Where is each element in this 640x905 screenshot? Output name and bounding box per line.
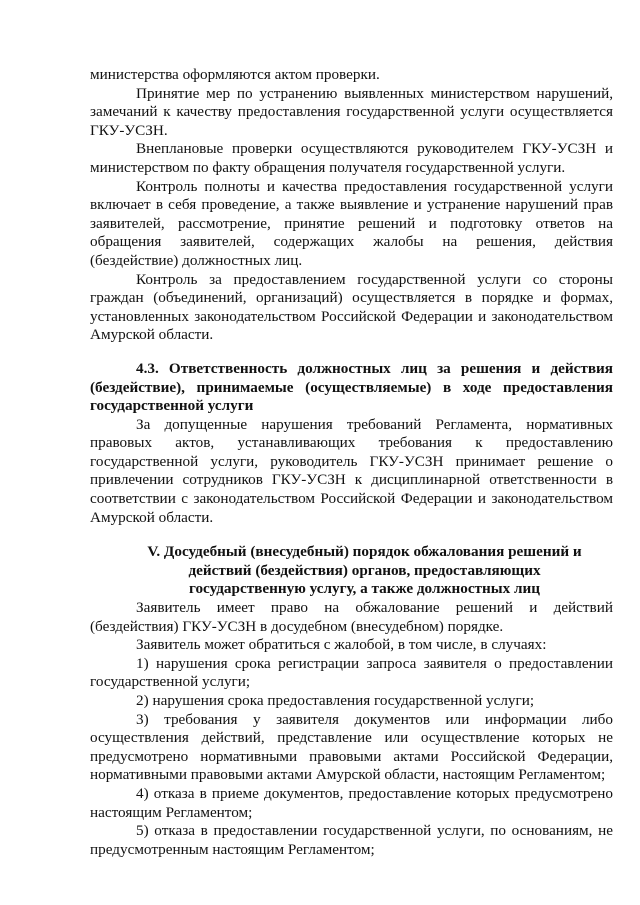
paragraph-control-quality: Контроль полноты и качества предоставления государственной услуги включает в себя проведение, а также выявление и устранение нарушений прав заявителей, рассмотрение, принятие решений и подготовку ответов на обращения заявителей, содержащих жалобы на решения, действия (бездействие) должностных лиц. <box>90 177 613 269</box>
paragraph-citizen-control: Контроль за предоставлением государственной услуги со стороны граждан (объединений, организаций) осуществляется в порядке и формах, установленных законодательством Российской Федерации и законодательством Амурской области. <box>90 270 613 344</box>
section-5-paragraph: Заявитель имеет право на обжалование решений и действий (бездействия) ГКУ-УСЗН в досудебном (внесудебном) порядке. <box>90 599 613 635</box>
list-item: 1) нарушения срока регистрации запроса заявителя о предоставлении государственной услуги; <box>90 654 613 691</box>
document-page <box>90 66 613 859</box>
list-item: 4) отказа в приеме документов, предоставление которых предусмотрено настоящим Регламентом; <box>90 784 613 821</box>
paragraph-measures: Принятие мер по устранению выявленных министерством нарушений, замечаний к качеству предоставления государственной услуги осуществляется ГКУ-УСЗН. <box>90 84 613 139</box>
section-5-heading: V. Досудебный (внесудебный) порядок обжалования решений и действий (бездействия) органов, предоставляющих государственную услугу, а также должностных лиц <box>147 543 582 598</box>
list-item: 2) нарушения срока предоставления государственной услуги; <box>136 692 535 709</box>
list-item: 3) требования у заявителя документов или информации либо осуществления действий, представление или осуществление которых не предусмотрено нормативными правовыми актами Российской Федерации, нормативными правовыми актами Амурской области, настоящим Регламентом; <box>90 710 613 784</box>
list-item: 5) отказа в предоставлении государственной услуги, по основаниям, не предусмотренным настоящим Регламентом; <box>90 822 613 858</box>
section-4-3-heading: 4.3. Ответственность должностных лиц за решения и действия (бездействие), принимаемые (осуществляемые) в ходе предоставления государственной услуги <box>90 359 613 415</box>
section-5-paragraph: Заявитель может обратиться с жалобой, в том числе, в случаях: <box>136 636 547 654</box>
section-4-3-text: За допущенные нарушения требований Регламента, нормативных правовых актов, устанавливающих требования к предоставлению государственной услуги, руководитель ГКУ-УСЗН принимает решение о привлечении сотрудников ГКУ-УСЗН к дисциплинарной ответственности в соответствии с законодательством Российской Федерации и законодательством Амурской области. <box>90 415 613 526</box>
paragraph-continuation: министерства оформляются актом проверки. <box>90 66 380 83</box>
paragraph-unscheduled-checks: Внеплановые проверки осуществляются руководителем ГКУ-УСЗН и министерством по факту обращения получателя государственной услуги. <box>90 140 613 176</box>
